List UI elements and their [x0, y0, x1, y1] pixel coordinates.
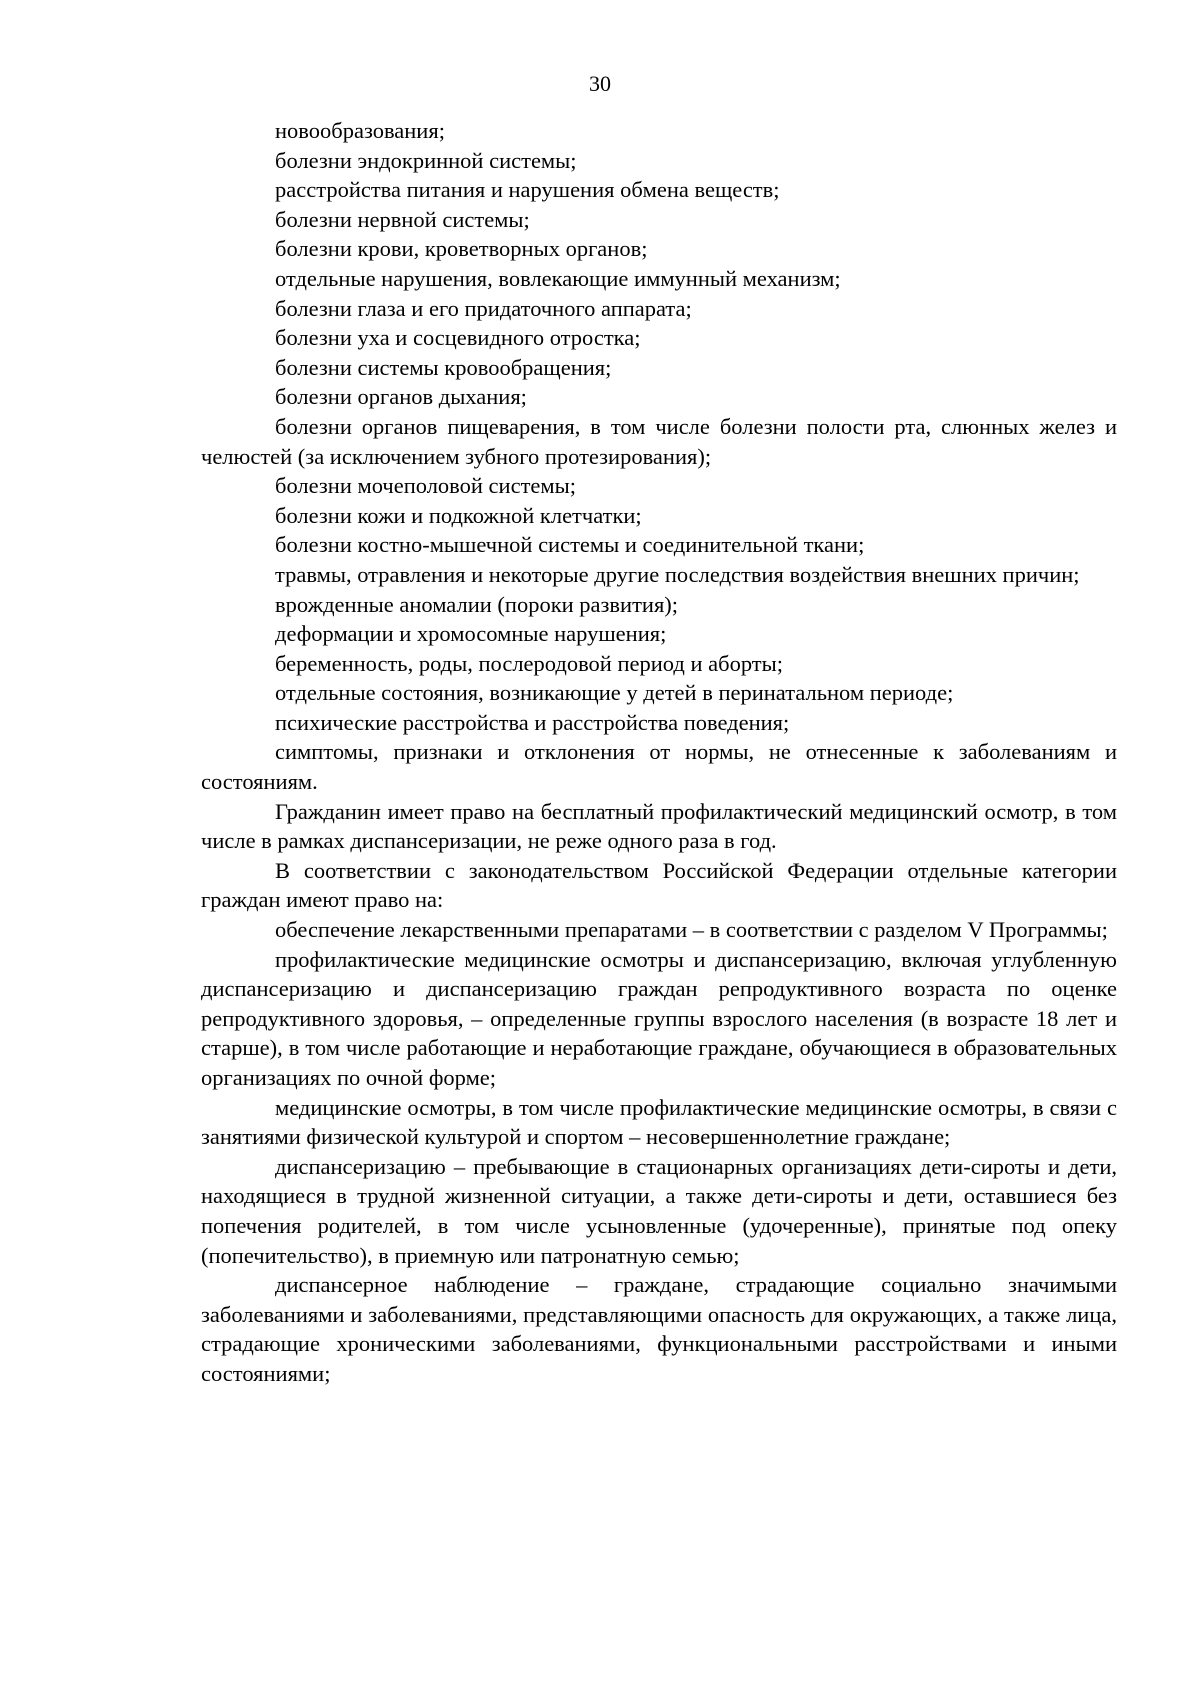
paragraph: симптомы, признаки и отклонения от нормы, не отнесенные к заболеваниям и состояниям.: [201, 739, 1117, 795]
paragraph: врожденные аномалии (пороки развития);: [275, 591, 679, 617]
paragraph: диспансеризацию – пребывающие в стационарных организациях дети-сироты и дети, находящиеся в трудной жизненной ситуации, а также дети-сироты и дети, оставшиеся без попечения родителей, в том числе усыновленные (удочеренные), принятые под опеку (попечительство), в приемную или патронатную семью;: [201, 1153, 1117, 1268]
paragraph: расстройства питания и нарушения обмена веществ;: [275, 177, 780, 203]
paragraph: травмы, отравления и некоторые другие последствия воздействия внешних причин;: [275, 561, 1080, 587]
paragraph: профилактические медицинские осмотры и диспансеризацию, включая углубленную диспансеризацию и диспансеризацию граждан репродуктивного возраста по оценке репродуктивного здоровья, – определенные группы взрослого населения (в возрасте 18 лет и старше), в том числе работающие и неработающие граждане, обучающиеся в образовательных организациях по очной форме;: [201, 946, 1117, 1090]
paragraph: деформации и хромосомные нарушения;: [275, 621, 667, 647]
paragraph: болезни кожи и подкожной клетчатки;: [275, 502, 642, 528]
paragraph: отдельные нарушения, вовлекающие иммунный механизм;: [275, 265, 841, 291]
document-body: [201, 116, 1117, 1389]
paragraph: болезни уха и сосцевидного отростка;: [275, 325, 641, 351]
paragraph: беременность, роды, послеродовой период и аборты;: [275, 650, 783, 676]
page-number: 30: [589, 71, 611, 96]
paragraph: болезни крови, кроветворных органов;: [275, 236, 648, 262]
paragraph: диспансерное наблюдение – граждане, страдающие социально значимыми заболеваниями и заболеваниями, представляющими опасность для окружающих, а также лица, страдающие хроническими заболеваниями, функциональными расстройствами и иными состояниями;: [201, 1272, 1117, 1386]
paragraph: обеспечение лекарственными препаратами – в соответствии с разделом V Программы;: [275, 917, 1108, 943]
paragraph: болезни органов пищеварения, в том числе болезни полости рта, слюнных желез и челюстей (за исключением зубного протезирования);: [201, 413, 1117, 469]
paragraph: Гражданин имеет право на бесплатный профилактический медицинский осмотр, в том числе в рамках диспансеризации, не реже одного раза в год.: [201, 798, 1117, 854]
paragraph: отдельные состояния, возникающие у детей в перинатальном периоде;: [275, 680, 954, 706]
paragraph: болезни системы кровообращения;: [275, 354, 612, 380]
paragraph: В соответствии с законодательством Российской Федерации отдельные категории граждан имеют право на:: [201, 857, 1117, 913]
paragraph: медицинские осмотры, в том числе профилактические медицинские осмотры, в связи с занятиями физической культурой и спортом – несовершеннолетние граждане;: [201, 1094, 1117, 1150]
paragraph: новообразования;: [275, 118, 445, 143]
paragraph: болезни мочеполовой системы;: [275, 473, 576, 499]
paragraph: болезни нервной системы;: [275, 206, 530, 232]
paragraph: болезни органов дыхания;: [275, 384, 527, 410]
paragraph: болезни эндокринной системы;: [275, 147, 577, 173]
paragraph: болезни глаза и его придаточного аппарата;: [275, 295, 692, 321]
paragraph: болезни костно-мышечной системы и соединительной ткани;: [275, 532, 865, 558]
paragraph: психические расстройства и расстройства поведения;: [275, 709, 790, 735]
